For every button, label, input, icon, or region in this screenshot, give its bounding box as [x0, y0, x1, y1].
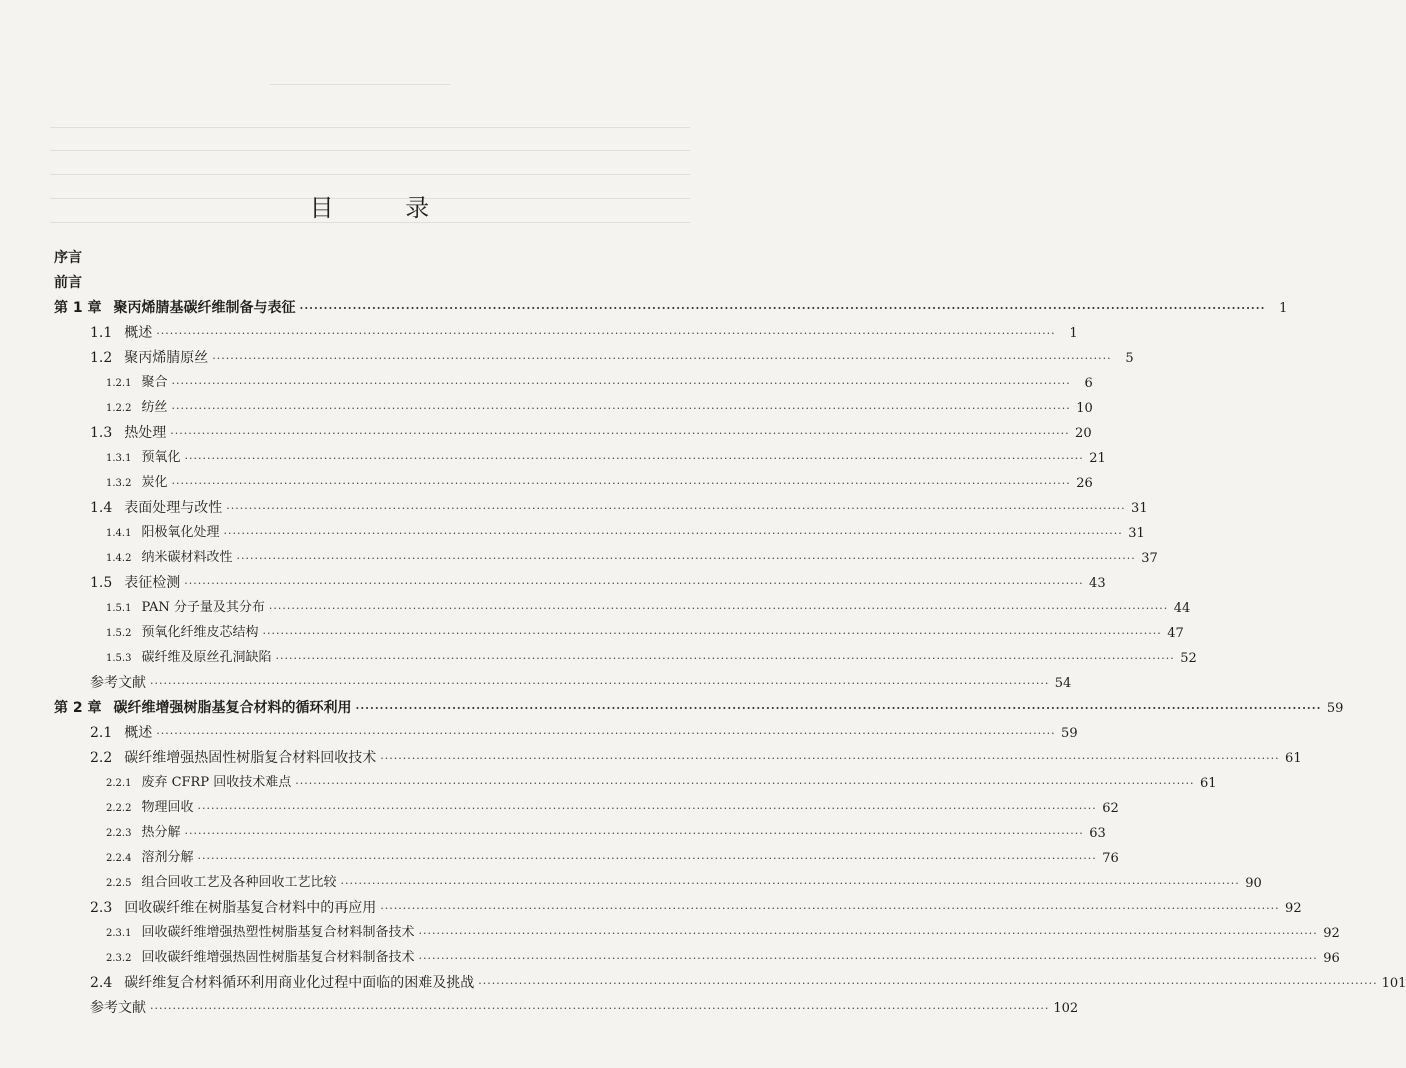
toc-entry-title — [106, 770, 291, 796]
toc-entry-title — [54, 246, 82, 271]
toc-leader-dots: ········································································································································································································ — [171, 402, 1071, 415]
toc-entry-text: 聚丙烯腈基碳纤维制备与表征 — [113, 300, 296, 316]
toc-entry-text: 碳纤维增强热固性树脂复合材料回收技术 — [124, 750, 377, 766]
toc-page-number: 62 — [1102, 801, 1119, 816]
toc-leader-dots: ········································································································································································································ — [197, 852, 1097, 865]
toc-entry[interactable] — [54, 496, 1148, 521]
toc-entry-text: 聚合 — [141, 375, 168, 390]
toc-entry-number: 1.3.1 — [106, 453, 132, 464]
toc-entry[interactable] — [54, 821, 1106, 846]
toc-page-number: 102 — [1053, 1001, 1079, 1016]
toc-entry-number: 2.3 — [90, 900, 113, 916]
toc-entry[interactable] — [54, 646, 1197, 671]
toc-entry-text: 炭化 — [141, 475, 168, 490]
toc-entry-title — [106, 545, 232, 571]
toc-entry-text: 碳纤维复合材料循环利用商业化过程中面临的困难及挑战 — [124, 975, 475, 991]
toc-leader-dots: ········································································································································································································ — [197, 802, 1097, 815]
toc-entry-text: 参考文献 — [90, 675, 146, 691]
toc-entry[interactable] — [54, 396, 1093, 421]
toc-entry-text: 回收碳纤维增强热固性树脂基复合材料制备技术 — [141, 950, 415, 965]
toc-entry-number: 1.1 — [90, 325, 113, 341]
toc-leader-dots: ········································································································································································································ — [156, 727, 1056, 740]
toc-entry-title — [90, 996, 146, 1021]
toc-leader-dots: ········································································································································································································ — [275, 652, 1175, 665]
toc-entry[interactable] — [54, 796, 1119, 821]
toc-leader-dots: ········································································································································································································ — [380, 752, 1280, 765]
toc-leader-dots: ········································································································································································································ — [299, 302, 1266, 315]
toc-entry[interactable] — [54, 521, 1145, 546]
toc-page-number: 54 — [1054, 676, 1072, 691]
toc-entry-text: PAN 分子量及其分布 — [141, 600, 265, 615]
toc-entry-number: 1.3 — [90, 425, 113, 441]
toc-entry-text: 溶剂分解 — [141, 850, 194, 865]
toc-page-number: 37 — [1141, 551, 1158, 566]
toc-entry-text: 物理回收 — [141, 800, 194, 815]
page-title: 目 录 — [309, 194, 462, 222]
toc-page-number: 31 — [1131, 501, 1148, 516]
toc-leader-dots: ········································································································································································································ — [171, 377, 1071, 390]
toc-entry-title — [106, 645, 271, 671]
toc-entry-text: 碳纤维增强树脂基复合材料的循环利用 — [113, 700, 352, 716]
toc-entry-text: 概述 — [124, 325, 153, 341]
toc-entry-text: 回收碳纤维在树脂基复合材料中的再应用 — [124, 900, 377, 916]
toc-entry-number: 1.4.2 — [106, 553, 132, 564]
toc-leader-dots: ········································································································································································································ — [226, 502, 1126, 515]
toc-entry-title — [90, 896, 376, 921]
toc-entry-text: 前言 — [54, 275, 82, 291]
toc-entry[interactable] — [54, 546, 1158, 571]
toc-entry[interactable] — [54, 446, 1106, 471]
toc-leader-dots: ········································································································································································································ — [212, 352, 1112, 365]
toc-entry[interactable] — [54, 621, 1184, 646]
toc-page-number: 101 — [1381, 976, 1406, 991]
toc-leader-dots: ········································································································································································································ — [236, 552, 1136, 565]
toc-entry-number: 1.2 — [90, 350, 113, 366]
toc-page-number: 63 — [1089, 826, 1106, 841]
toc-entry[interactable] — [54, 296, 1288, 321]
toc-entry-number: 2.2.2 — [106, 803, 132, 814]
toc-entry-number: 1.3.2 — [106, 478, 132, 489]
toc-entry-number: 1.5.3 — [106, 653, 132, 664]
toc-entry-number: 1.5 — [90, 575, 113, 591]
toc-entry-number: 2.2 — [90, 750, 113, 766]
toc-entry-title — [106, 795, 193, 821]
toc-entry-title — [90, 746, 376, 771]
toc-entry[interactable] — [54, 746, 1302, 771]
toc-entry-title — [106, 620, 258, 646]
toc-entry-title — [106, 395, 167, 421]
toc-entry-title — [106, 870, 336, 896]
toc-entry-title — [90, 421, 166, 446]
toc-entry-title — [106, 470, 167, 496]
toc-entry-number: 2.2.4 — [106, 853, 132, 864]
toc-entry[interactable] — [54, 871, 1262, 896]
toc-entry-number: 2.2.5 — [106, 878, 132, 889]
toc-entry-text: 参考文献 — [90, 1000, 146, 1016]
toc-page-number: 47 — [1167, 626, 1184, 641]
toc-entry-title — [106, 920, 414, 946]
table-of-contents — [54, 246, 1406, 1021]
toc-entry-text: 预氧化 — [141, 450, 181, 465]
toc-entry-number: 2.4 — [90, 975, 113, 991]
toc-entry-title — [90, 971, 474, 996]
toc-page-number: 10 — [1076, 401, 1093, 416]
toc-entry[interactable] — [54, 721, 1078, 746]
toc-entry-title — [90, 571, 180, 596]
toc-entry-text: 表征检测 — [124, 575, 181, 591]
toc-entry[interactable] — [54, 996, 1079, 1021]
toc-entry-title — [106, 845, 193, 871]
toc-entry-title — [54, 296, 296, 321]
toc-leader-dots: ········································································································································································································ — [295, 777, 1195, 790]
toc-entry-text: 组合回收工艺及各种回收工艺比较 — [141, 875, 337, 890]
toc-page-number: 61 — [1285, 751, 1302, 766]
toc-entry[interactable] — [54, 846, 1119, 871]
toc-entry-text: 纺丝 — [141, 400, 168, 415]
toc-page-number: 92 — [1323, 926, 1340, 941]
toc-leader-dots: ········································································································································································································ — [156, 327, 1056, 340]
toc-entry-title — [106, 520, 219, 546]
toc-entry-number: 2.2.3 — [106, 828, 132, 839]
toc-entry-number: 1.2.2 — [106, 403, 132, 414]
toc-entry[interactable] — [54, 696, 1344, 721]
toc-entry-title — [106, 820, 180, 846]
toc-entry[interactable] — [54, 946, 1340, 971]
toc-entry[interactable] — [54, 271, 666, 296]
toc-page-number: 92 — [1285, 901, 1302, 916]
toc-leader-dots: ········································································································································································································ — [150, 1002, 1050, 1015]
toc-entry[interactable] — [54, 321, 1078, 346]
toc-entry-title — [90, 721, 152, 746]
toc-entry-text: 碳纤维及原丝孔洞缺陷 — [141, 650, 272, 665]
toc-entry-title — [90, 496, 222, 521]
toc-entry-number: 第 1 章 — [54, 300, 102, 316]
toc-entry-number: 1.2.1 — [106, 378, 132, 389]
toc-entry[interactable] — [54, 896, 1302, 921]
toc-leader-dots: ········································································································································································································ — [262, 627, 1162, 640]
toc-entry-title — [106, 370, 167, 396]
toc-page-number: 26 — [1076, 476, 1093, 491]
toc-page-number: 1 — [1279, 301, 1288, 316]
toc-page-number: 59 — [1326, 701, 1344, 716]
toc-entry[interactable] — [54, 371, 1093, 396]
toc-entry-text: 回收碳纤维增强热塑性树脂基复合材料制备技术 — [141, 925, 415, 940]
toc-entry-number: 第 2 章 — [54, 700, 102, 716]
toc-entry-title — [90, 321, 152, 346]
toc-entry-title — [106, 445, 180, 471]
toc-entry[interactable] — [54, 671, 1072, 696]
toc-page-number: 20 — [1075, 426, 1092, 441]
toc-entry-number: 1.5.2 — [106, 628, 132, 639]
toc-page-number: 76 — [1102, 851, 1119, 866]
toc-leader-dots: ········································································································································································································ — [355, 702, 1322, 715]
toc-entry-number: 2.1 — [90, 725, 113, 741]
toc-page-number: 6 — [1084, 376, 1093, 391]
toc-entry[interactable] — [54, 596, 1191, 621]
toc-entry-number: 2.2.1 — [106, 778, 132, 789]
toc-entry-number: 2.3.2 — [106, 953, 132, 964]
toc-leader-dots: ········································································································································································································ — [340, 877, 1240, 890]
toc-entry-title — [54, 696, 352, 721]
toc-entry-title — [54, 271, 82, 296]
toc-entry-number: 1.5.1 — [106, 603, 132, 614]
toc-entry-title — [90, 346, 208, 371]
toc-entry-text: 预氧化纤维皮芯结构 — [141, 625, 259, 640]
toc-leader-dots: ········································································································································································································ — [418, 927, 1318, 940]
toc-entry[interactable] — [54, 971, 1406, 996]
toc-entry-title — [106, 945, 414, 971]
toc-entry-title — [106, 595, 265, 621]
toc-leader-dots: ········································································································································································································ — [418, 952, 1318, 965]
toc-entry-title — [90, 671, 146, 696]
toc-leader-dots: ········································································································································································································ — [223, 527, 1123, 540]
toc-entry[interactable] — [54, 471, 1093, 496]
toc-entry-number: 1.4.1 — [106, 528, 132, 539]
toc-page-number: 52 — [1180, 651, 1197, 666]
toc-page-number: 1 — [1069, 326, 1078, 341]
toc-entry-text: 纳米碳材料改性 — [141, 550, 233, 565]
toc-entry-text: 表面处理与改性 — [124, 500, 223, 516]
toc-entry-text: 废弃 CFRP 回收技术难点 — [141, 775, 292, 790]
toc-leader-dots: ········································································································································································································ — [268, 602, 1169, 615]
toc-entry-text: 序言 — [54, 250, 82, 266]
toc-leader-dots: ········································································································································································································ — [184, 452, 1084, 465]
toc-leader-dots: ········································································································································································································ — [170, 427, 1070, 440]
toc-entry[interactable] — [54, 771, 1217, 796]
toc-leader-dots: ········································································································································································································ — [380, 902, 1280, 915]
toc-entry-number: 2.3.1 — [106, 928, 132, 939]
toc-page-number: 5 — [1125, 351, 1134, 366]
toc-page-number: 90 — [1245, 876, 1262, 891]
toc-page-number: 21 — [1089, 451, 1106, 466]
toc-leader-dots: ········································································································································································································ — [478, 977, 1378, 990]
toc-entry[interactable] — [54, 571, 1106, 596]
toc-entry[interactable] — [54, 246, 666, 271]
toc-entry-text: 热分解 — [141, 825, 181, 840]
toc-page-number: 31 — [1128, 526, 1145, 541]
toc-page-number: 59 — [1061, 726, 1078, 741]
toc-leader-dots: ········································································································································································································ — [184, 577, 1084, 590]
toc-entry-text: 概述 — [124, 725, 153, 741]
toc-entry-number: 1.4 — [90, 500, 113, 516]
toc-entry[interactable] — [54, 421, 1092, 446]
toc-page-number: 43 — [1089, 576, 1106, 591]
toc-entry[interactable] — [54, 346, 1134, 371]
toc-leader-dots: ········································································································································································································ — [150, 677, 1050, 690]
toc-page-number: 44 — [1173, 601, 1191, 616]
toc-page-number: 61 — [1200, 776, 1217, 791]
toc-entry[interactable] — [54, 921, 1340, 946]
toc-entry-text: 热处理 — [124, 425, 167, 441]
toc-page-number: 96 — [1323, 951, 1340, 966]
toc-entry-text: 聚丙烯腈原丝 — [124, 350, 209, 366]
toc-leader-dots: ········································································································································································································ — [171, 477, 1071, 490]
toc-leader-dots: ········································································································································································································ — [184, 827, 1084, 840]
toc-entry-text: 阳极氧化处理 — [141, 525, 220, 540]
